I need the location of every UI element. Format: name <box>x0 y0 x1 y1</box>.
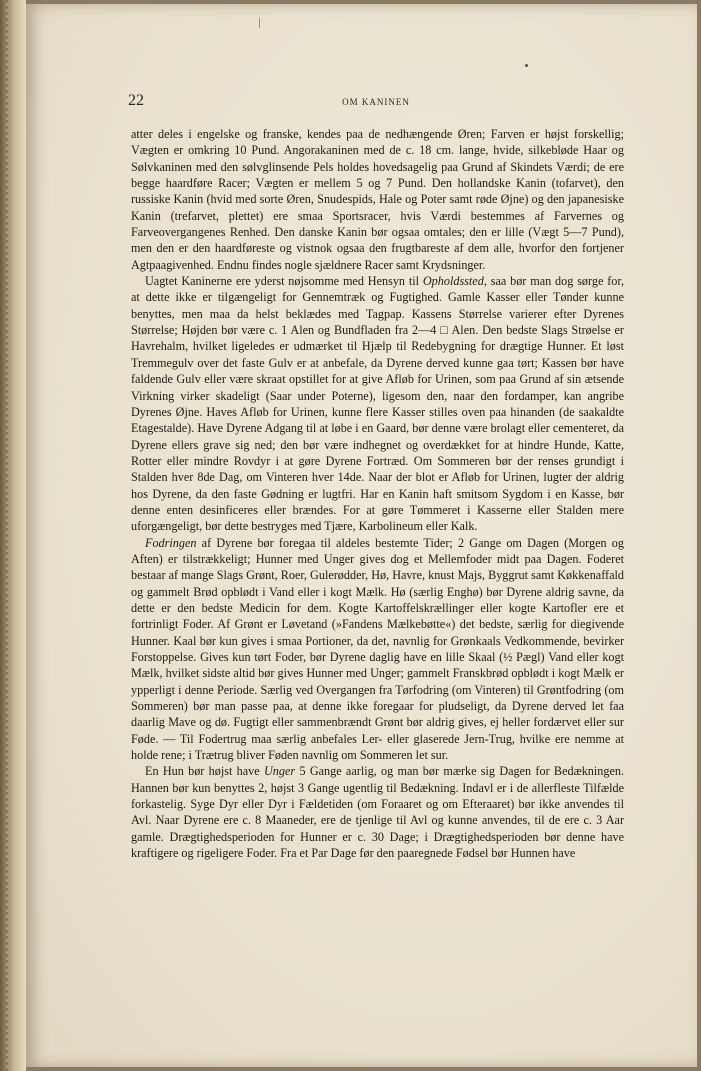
body-text <box>131 126 624 861</box>
text-run: Uagtet Kaninerne ere yderst nøjsomme med Hensyn til <box>145 274 423 289</box>
text-run: En Hun bør højst have <box>145 764 264 779</box>
page-number: 22 <box>128 92 144 109</box>
italic-term: Opholdssted <box>422 274 484 289</box>
paragraph <box>131 126 624 273</box>
text-run: af Dyrene bør foregaa til aldeles bestemte Tider; 2 Gange om Dagen (Morgen og Aften) er tilstrækkeligt; Hunner med Unger gives dog et Mellemfoder midt paa Dagen. Foderet bestaar af mange Slags Grønt, Roer, Gulerødder, Hø, Havre, knust Majs, Byggrut samt Køkkenaffald og gammelt Brød opblødt i Vand eller i kogt Mælk. Hø (særlig Enghø) bør Dyrene aldrig savne, da dette er den bedste Medicin for dem. Kogte Kartoffelskrællinger eller kogte Kartofler ere et fortrinligt Foder. Af Grønt er Løvetand (»Fandens Mælkebøtte«) det bedste, særlig for diegivende Hunner. Kaal bør kun gives i smaa Portioner, da det, navnlig for Grønkaals Vedkommende, bevirker Forstoppelse. Gives kun tørt Foder, bør Dyrene daglig have en lille Skaal (½ Pægl) Vand eller kogt Mælk, hvilket sidste altid bør gives Hunner med Unger; gammelt Franskbrød opblødt i kogt Mælk er ypperligt i denne Periode. Særlig ved Overgangen fra Tørfodring (om Vinteren) til Grøntfodring (om Sommeren) bør man passe paa, at denne ikke foregaar for pludseligt, da Dyrene derved let faa daarlig Mave og dø. Fugtigt eller sammenbrændt Grønt bør aldrig gives, ej heller fordærvet eller sur Føde. — Til Fodertrug maa særlig anbefales Ler- eller glaserede Jern-Trug, hvilke ere nemme at holde rene; i Trætrug bliver Føden navnlig om Sommeren let sur. <box>131 535 624 763</box>
text-run: atter deles i engelske og franske, kendes paa de nedhængende Øren; Farven er højst forskellig; Vægten er omkring 10 Pund. Angorakaninen med de c. 18 cm. lange, hvide, silkebløde Haar og Sølvkaninen med den sølvglinsende Pels holdes hovedsagelig paa Grund af Skindets Værdi; de ere begge haardføre Racer; Vægten er mellem 5 og 7 Pund. Den hollandske Kanin (tofarvet), den russiske Kanin (hvid med sorte Øren, Snudespids, Hale og Poter samt røde Øjne) og den japanesiske Kanin (trefarvet, plettet) ere smaa Sportsracer, hvis Værdi bestemmes af Farvernes og Farveovergangenes Renhed. Den danske Kanin bør ogsaa omtales; den er lille (Vægt 5—7 Pund), men den er den haardføreste og vistnok ogsaa den frugtbareste af dem alle, hvorfor den fortjener Agtpaagivenhed. Endnu findes nogle sjældnere Racer samt Krydsninger. <box>131 127 624 272</box>
book-spine <box>0 0 26 1071</box>
paragraph <box>131 763 624 861</box>
running-title: OM KANINEN <box>342 97 410 107</box>
text-run: , saa bør man dog sørge for, at dette ikke er tilgængeligt for Gennemtræk og Fugtighed. Gamle Kasser eller Tønder kunne benyttes, men maa da helst beklædes med Tagpap. Kassens Størrelse varierer efter Dyrenes Størrelse; Højden bør være c. 1 Alen og Bundfladen fra 2—4 □ Alen. Den bedste Slags Strøelse er Havrehalm, hvilket ligeledes er udmærket til Hjælp til Redebygning for drægtige Hunner. Et løst Tremmegulv over det faste Gulv er at anbefale, da Dyrene derved kunne gaa tørt; Kassen bør have faldende Gulv eller være skraat opstillet for at give Afløb for Urinen, som paa Grund af sin ætsende Virkning virker skadeligt (Saar under Poterne), ligesom den, naar den fordamper, kan angribe Dyrenes Øjne. Haves Afløb for Urinen, kunne flere Kasser stilles oven paa hinanden (de saakaldte Etagestalde). Have Dyrene Adgang til at løbe i en Gaard, bør denne være brolagt eller cementeret, da Dyrene ellers grave sig ned; den bør være indhegnet og overdækket for at hindre Hunde, Katte, Rotter eller mindre Rovdyr i at gøre Dyrene Fortræd. Om Sommeren bør der renses grundigt i Stalden hver 8de Dag, om Vinteren hver 14de. Naar der blot er Afløb for Urinen, lugter der aldrig hos Dyrene, da den faste Gødning er lugtfri. Har en Kanin haft smitsom Sygdom i en Kasse, bør denne enten desinficeres eller brændes. For at gøre Tømmeret i Kasserne eller Stalden mere uforgængeligt, bør dette bestryges med Tjære, Karbolineum eller Kalk. <box>131 274 624 534</box>
ink-speck <box>525 64 528 67</box>
paragraph <box>131 273 624 535</box>
page-header <box>128 92 624 114</box>
paragraph <box>131 535 624 764</box>
italic-term: Unger <box>263 764 296 779</box>
italic-term: Fodringen <box>145 535 197 550</box>
page-mark <box>259 18 260 28</box>
text-run: 5 Gange aarlig, og man bør mærke sig Dagen for Bedækningen. Hannen bør kun benyttes 2, højst 3 Gange ugentlig til Bedækning. Indavl er i de allerfleste Tilfælde forkastelig. Syge Dyr eller Dyr i Fældetiden (om Foraaret og om Efteraaret) bør ikke anvendes til Avl. Naar Dyrene ere c. 8 Maaneder, ere de tjenlige til Avl og kunne anvendes, til de ere c. 3 Aar gamle. Drægtighedsperioden for Hunner er c. 30 Dage; i Drægtighedsperioden bør denne have kraftigere og rigeligere Foder. Fra et Par Dage før den paaregnede Fødsel bør Hunnen have <box>131 764 625 861</box>
